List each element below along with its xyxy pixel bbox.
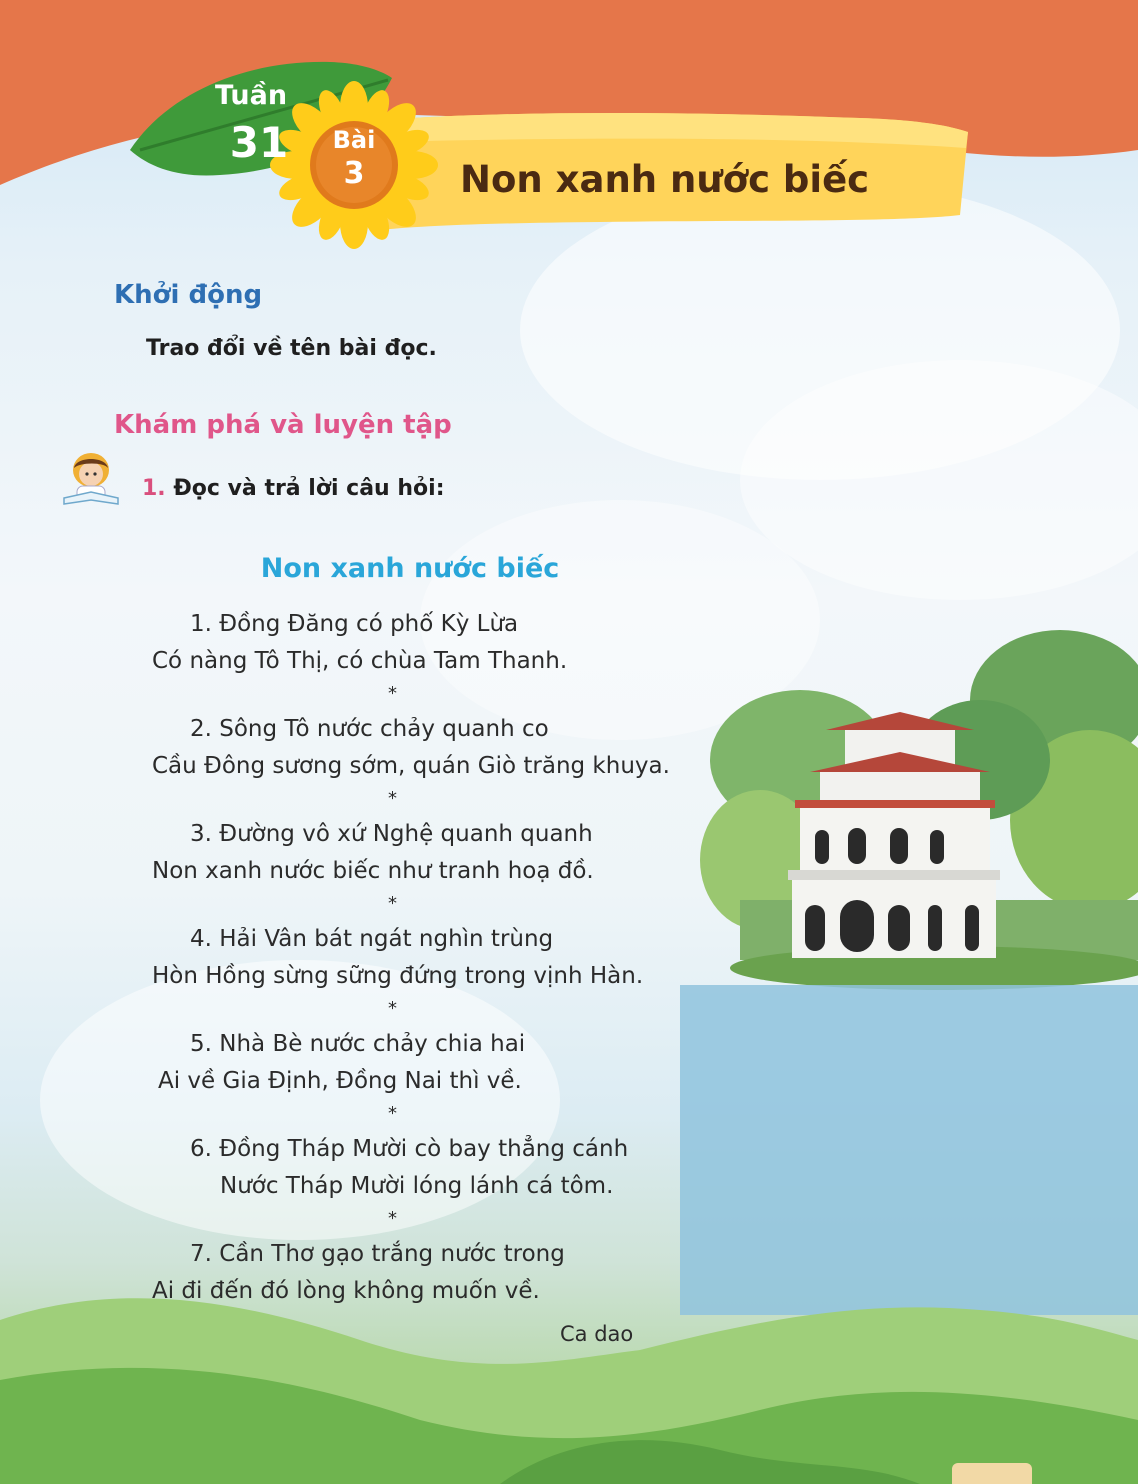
poem-line: 7. Cần Thơ gạo trắng nước trong xyxy=(190,1241,565,1267)
poem-line: 3. Đường vô xứ Nghệ quanh quanh xyxy=(190,821,593,847)
poem-title: Non xanh nước biếc xyxy=(260,553,560,584)
lesson-number: 3 xyxy=(343,156,365,191)
task-number: 1. xyxy=(142,476,166,501)
stanza-separator: * xyxy=(388,998,397,1019)
poem-line: Nước Tháp Mười lóng lánh cá tôm. xyxy=(220,1173,614,1199)
stanza-separator: * xyxy=(388,893,397,914)
stanza-separator: * xyxy=(388,683,397,704)
poem-author: Ca dao xyxy=(560,1322,634,1346)
explore-heading: Khám phá và luyện tập xyxy=(114,410,452,440)
week-label: Tuần xyxy=(214,80,288,111)
poem-line: Non xanh nước biếc như tranh hoạ đồ. xyxy=(152,858,594,884)
poem-line: 6. Đồng Tháp Mười cò bay thẳng cánh xyxy=(190,1136,629,1162)
poem-line: Có nàng Tô Thị, có chùa Tam Thanh. xyxy=(152,648,568,674)
page-title: Non xanh nước biếc xyxy=(460,158,870,201)
warmup-heading: Khởi động xyxy=(114,280,263,310)
poem-line: Ai đi đến đó lòng không muốn về. xyxy=(152,1278,540,1304)
week-number: 31 xyxy=(229,118,289,167)
poem-line: 2. Sông Tô nước chảy quanh co xyxy=(190,716,549,742)
poem-line: 5. Nhà Bè nước chảy chia hai xyxy=(190,1031,526,1057)
poem-line: 1. Đồng Đăng có phố Kỳ Lừa xyxy=(190,611,519,637)
task-text: Đọc và trả lời câu hỏi: xyxy=(173,476,445,501)
stanza-separator: * xyxy=(388,1103,397,1124)
page-number-tab xyxy=(952,1463,1032,1484)
poem-line: 4. Hải Vân bát ngát nghìn trùng xyxy=(190,926,554,952)
poem-line: Ai về Gia Định, Đồng Nai thì về. xyxy=(158,1068,522,1094)
reading-child-icon xyxy=(60,448,122,508)
task-instruction xyxy=(142,476,445,501)
stanza-separator: * xyxy=(388,788,397,809)
stanza-separator: * xyxy=(388,1208,397,1229)
poem-line: Cầu Đông sương sớm, quán Giò trăng khuya. xyxy=(152,753,670,779)
warmup-instruction: Trao đổi về tên bài đọc. xyxy=(146,336,437,361)
lesson-label: Bài xyxy=(332,126,376,154)
poem-line: Hòn Hồng sừng sững đứng trong vịnh Hàn. xyxy=(152,963,644,989)
